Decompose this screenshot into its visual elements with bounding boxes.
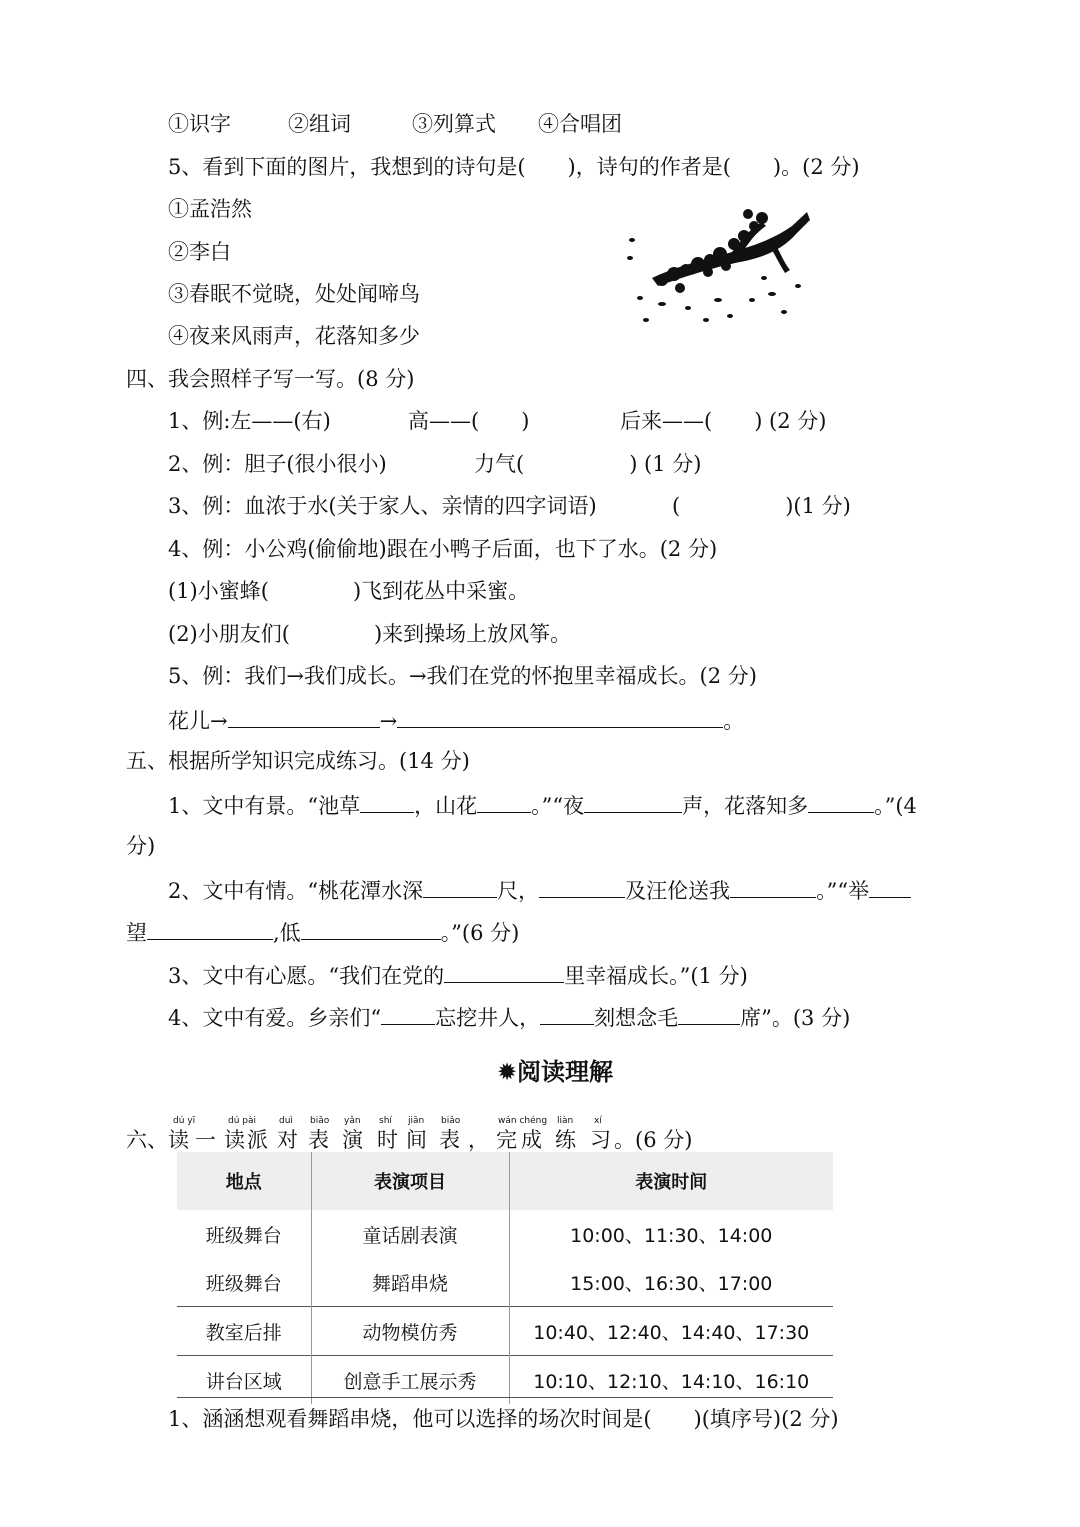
sec4-item5-arrow: →	[379, 709, 398, 733]
pinyin-annotation: liàn	[557, 1116, 574, 1126]
pinyin-annotation: wán chéng	[498, 1116, 548, 1126]
sec5-item2-text: 尺，	[497, 879, 540, 903]
sec4-item5-example: 5、例：我们→我们成长。→我们在党的怀抱里幸福成长。(2 分)	[168, 664, 757, 688]
sec5-item3-text: 里幸福成长。”(1 分)	[564, 964, 748, 988]
sec4-item5-prefix: 花儿→	[168, 709, 228, 733]
sec5-item1-cont: 分)	[126, 834, 156, 858]
q6-char: ，	[468, 1128, 489, 1152]
cell-location: 教室后排	[177, 1307, 311, 1356]
sec5-item2-text: ,低	[273, 921, 301, 945]
pinyin-annotation: biǎo	[310, 1116, 330, 1126]
section-4-title: 四、我会照样子写一写。(8 分)	[126, 367, 415, 391]
sec5-item4-text: 忘挖井人，	[435, 1006, 541, 1030]
cell-time: 10:40、12:40、14:40、17:30	[509, 1307, 833, 1356]
pinyin-annotation: jiān	[408, 1116, 425, 1126]
sec4-item1-example: 1、例:左——(右)	[168, 409, 331, 433]
sec5-item2-text: 望	[126, 921, 147, 945]
sec5-item1-text: ，山花	[414, 794, 478, 818]
q6-char: 演	[342, 1128, 363, 1152]
q6-char: 时	[377, 1128, 398, 1152]
sec4-item5-answer	[168, 705, 744, 735]
sec4-item3-blank: ( )(1 分)	[672, 494, 851, 518]
q4-option-2: ②组词	[288, 112, 351, 136]
sec6-question-1: 1、涵涵想观看舞蹈串烧，他可以选择的场次时间是( )(填序号)(2 分)	[168, 1407, 839, 1431]
sec5-item1-text: 1、文中有景。“池草	[168, 794, 361, 818]
blank-line[interactable]	[381, 1002, 435, 1025]
sec4-item4-example: 4、例：小公鸡(偷偷地)跟在小鸭子后面，也下了水。(2 分)	[168, 537, 718, 561]
q6-char: 练	[555, 1128, 576, 1152]
header-time: 表演时间	[509, 1152, 833, 1210]
cell-location: 班级舞台	[177, 1210, 311, 1258]
blank-line[interactable]	[444, 960, 564, 983]
sec4-item4-sub2: (2)小朋友们( )来到操场上放风筝。	[168, 622, 572, 646]
q6-char: 间	[406, 1128, 427, 1152]
q6-char: 读	[168, 1128, 189, 1152]
q5-option-2: ②李白	[168, 240, 231, 264]
pinyin-annotation: dú pài	[228, 1116, 257, 1126]
sec5-item3-text: 3、文中有心愿。“我们在党的	[168, 964, 445, 988]
blank-line[interactable]	[540, 1002, 594, 1025]
q6-char: 对	[277, 1128, 298, 1152]
q6-char: 表	[439, 1128, 460, 1152]
q5-option-1: ①孟浩然	[168, 197, 252, 221]
cell-time: 10:10、12:10、14:10、16:10	[509, 1356, 833, 1405]
q4-option-4: ④合唱团	[538, 112, 622, 136]
pinyin-annotation: duì	[279, 1116, 293, 1126]
sec5-item1-text: 。”(4	[874, 794, 917, 818]
pinyin-annotation: dú yī	[173, 1116, 196, 1126]
cell-program: 童话剧表演	[311, 1210, 509, 1258]
blank-line[interactable]	[584, 790, 682, 813]
table-row	[177, 1307, 833, 1356]
pinyin-annotation: shí	[379, 1116, 392, 1126]
sec5-item1-text: 。”“夜	[531, 794, 585, 818]
sec5-item1	[168, 790, 917, 820]
q4-option-3: ③列算式	[412, 112, 496, 136]
q6-char: 习	[590, 1128, 611, 1152]
header-program: 表演项目	[311, 1152, 509, 1210]
blank-line[interactable]	[397, 705, 723, 728]
q6-char: 成	[521, 1128, 542, 1152]
q6-char: 派	[247, 1128, 268, 1152]
blank-line[interactable]	[423, 875, 497, 898]
blank-line[interactable]	[730, 875, 816, 898]
blank-line[interactable]	[228, 705, 380, 728]
performance-schedule-table	[177, 1152, 833, 1404]
cell-time: 15:00、16:30、17:00	[570, 1272, 773, 1295]
q5-option-4: ④夜来风雨声，花落知多少	[168, 324, 420, 348]
pinyin-annotation: biǎo	[441, 1116, 461, 1126]
blank-line[interactable]	[678, 1002, 740, 1025]
sec4-item1-blank-b: 后来——( ) (2 分)	[620, 409, 827, 433]
q4-option-1: ①识字	[168, 112, 231, 136]
sec5-item2-text: 及汪伦送我	[625, 879, 731, 903]
blank-line[interactable]	[808, 790, 874, 813]
sec4-item5-end: 。	[723, 709, 745, 733]
header-location: 地点	[177, 1152, 311, 1210]
sec5-item2-text: 2、文中有情。“桃花潭水深	[168, 879, 424, 903]
blank-line[interactable]	[360, 790, 414, 813]
cell-location: 班级舞台	[177, 1258, 311, 1307]
reading-section-title: ✹阅读理解	[496, 1058, 614, 1086]
sec4-item2-example: 2、例：胆子(很小很小)	[168, 452, 387, 476]
sec4-item1-blank-a: 高——( )	[408, 409, 530, 433]
blank-line[interactable]	[147, 917, 273, 940]
q5-question: 5、看到下面的图片，我想到的诗句是( )，诗句的作者是( )。(2 分)	[168, 155, 860, 179]
cell-time: 10:00、11:30、14:00	[570, 1224, 773, 1247]
q6-prefix: 六、	[126, 1128, 168, 1152]
cell-program: 舞蹈串烧	[311, 1258, 509, 1307]
q6-char: 表	[308, 1128, 329, 1152]
sec5-item3	[168, 960, 748, 990]
blank-line[interactable]	[477, 790, 531, 813]
sec5-item2-text: 。”“举	[816, 879, 870, 903]
table-header-row	[177, 1152, 833, 1210]
q6-char: 读	[224, 1128, 245, 1152]
sec5-item1-text: 声，花落知多	[682, 794, 809, 818]
sec5-item4-text: 刻想念毛	[594, 1006, 679, 1030]
sec5-item2-text: 。”(6 分)	[440, 921, 520, 945]
plum-blossom-branch-image	[622, 200, 812, 328]
pinyin-annotation: yǎn	[344, 1116, 361, 1126]
sec5-item2-cont	[126, 917, 519, 947]
pinyin-annotation: xí	[594, 1116, 602, 1126]
sec5-item4-text: 席”。(3 分)	[740, 1006, 851, 1030]
blank-line[interactable]	[539, 875, 625, 898]
sec5-item4	[168, 1002, 850, 1032]
sec4-item3-example: 3、例：血浓于水(关于家人、亲情的四字词语)	[168, 494, 597, 518]
blank-line[interactable]	[869, 875, 911, 898]
cell-program: 创意手工展示秀	[311, 1356, 509, 1405]
cell-location: 讲台区域	[177, 1356, 311, 1405]
section-5-title: 五、根据所学知识完成练习。(14 分)	[126, 749, 470, 773]
table-row	[177, 1258, 833, 1307]
sec5-item2	[168, 875, 911, 905]
sec5-item4-text: 4、文中有爱。乡亲们“	[168, 1006, 382, 1030]
q6-char: 一	[195, 1128, 216, 1152]
cell-program: 动物模仿秀	[311, 1307, 509, 1356]
q6-char: 完	[496, 1128, 517, 1152]
sec4-item2-blank: 力气( ) (1 分)	[474, 452, 702, 476]
q6-score: 。(6 分)	[614, 1128, 693, 1152]
table-bottom-rule	[177, 1397, 833, 1398]
blank-line[interactable]	[301, 917, 441, 940]
q5-option-3: ③春眠不觉晓，处处闻啼鸟	[168, 282, 420, 306]
table-row	[177, 1210, 833, 1258]
sec4-item4-sub1: (1)小蜜蜂( )飞到花丛中采蜜。	[168, 579, 530, 603]
